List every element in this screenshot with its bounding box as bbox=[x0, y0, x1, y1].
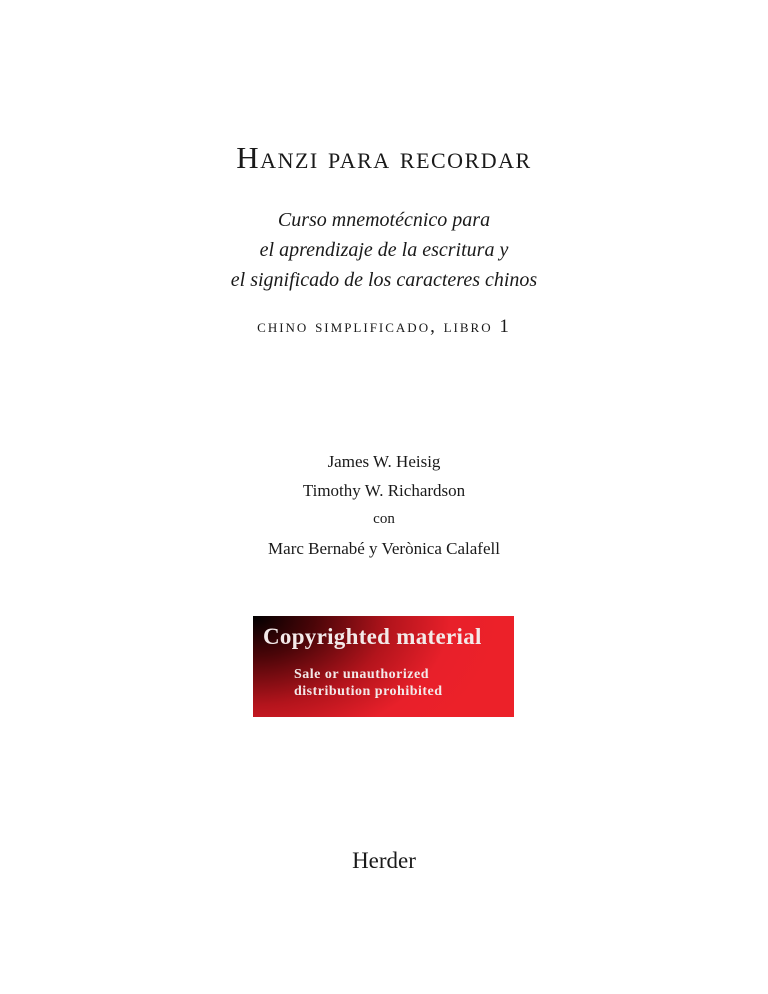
stamp-line: distribution prohibited bbox=[294, 684, 443, 699]
author-name: James W. Heisig bbox=[327, 452, 441, 471]
stamp-line: Sale or unauthorized bbox=[294, 667, 429, 682]
with-label: con bbox=[373, 511, 395, 527]
subtitle-line: Curso mnemotécnico para bbox=[277, 209, 491, 231]
author-name: Timothy W. Richardson bbox=[302, 481, 466, 500]
edition-label: chino simplificado, libro 1 bbox=[257, 316, 511, 337]
book-title: Hanzi para recordar bbox=[236, 140, 532, 175]
stamp-heading: Copyrighted material bbox=[263, 624, 482, 649]
stamp-notice bbox=[294, 666, 443, 700]
contributors: Marc Bernabé y Verònica Calafell bbox=[268, 539, 500, 558]
publisher-name: Herder bbox=[352, 848, 416, 873]
book-subtitle bbox=[0, 205, 768, 295]
authors-block bbox=[0, 447, 768, 563]
subtitle-line: el significado de los caracteres chinos bbox=[230, 269, 538, 291]
subtitle-line: el aprendizaje de la escritura y bbox=[259, 239, 509, 261]
copyright-stamp bbox=[253, 616, 514, 717]
